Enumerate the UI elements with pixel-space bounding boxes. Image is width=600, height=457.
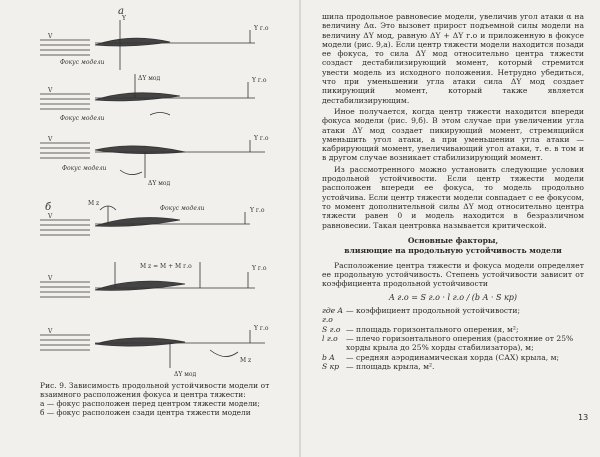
focus-label-2: Фокус модели [60,115,105,122]
ygo-label-6: Y г.о [254,325,269,332]
heading-line-1: Основные факторы, [407,235,499,245]
label-b: б [45,202,52,213]
definition-symbol: где A г.о [322,306,344,325]
heading-line-2: влияющие на продольную устойчивость модели [344,245,562,255]
definition-item [322,353,584,362]
mz-label-2: M z [240,357,252,364]
ygo-label-3: Y г.о [254,135,269,142]
caption-title: Рис. 9. Зависимость продольной устойчивости модели от [40,381,270,390]
paragraph-3: Из рассмотренного можно установить следующие условия продольной устойчивости. Если центр тяжести модели расположен впереди ее фокуса, то модель продольно устойчива. Если центр тяжести модели совпадает с ее фокусом, то момент дополнительной силы ΔY мод относительно центра тяжести равен 0 и модель находится в безразличном равновесии. Такая центровка называется критической. [322,164,584,230]
v-label-1: V [48,33,53,40]
definition-text: — коэффициент продольной устойчивости; [346,306,521,316]
definition-text: — площадь горизонтального оперения, м²; [346,324,519,334]
figure-caption [40,381,292,417]
ymod-label-1: ΔY мод [138,75,161,82]
caption-line-3: а — фокус расположен перед центром тяжести модели; [40,399,260,408]
ygo-label-5: Y г.о [252,265,267,272]
v-label-4: V [48,213,53,220]
paragraph-4: Расположение центра тяжести и фокуса модели определяет ее продольную устойчивость. Степень устойчивости зависит от коэффициента продольной устойчивости [322,260,584,289]
formula: A г.о = S г.о · l г.о / (b A · S кр) [388,292,518,302]
definition-symbol: l г.о [322,333,338,343]
v-label-2: V [48,87,53,94]
v-label-6: V [48,328,53,335]
ygo-label-4: Y г.о [250,207,265,214]
diagram-b1 [40,206,250,235]
mtotal-label: M z = M + M г.о [140,263,192,270]
caption-line-4: б — фокус расположен сзади центра тяжести модели [40,408,251,417]
definitions-list [322,306,584,371]
focus-label-1: Фокус модели [60,59,105,66]
text-column [322,12,584,371]
definition-item [322,334,584,353]
caption-line-2: взаимного расположения фокуса и центра тяжести: [40,390,246,399]
diagram-b3 [40,330,265,368]
y-label-1: Y [122,15,126,22]
paragraph-1: шила продольное равновесие модели, увеличив угол атаки α на величину Δα. Это вызовет прирост подъемной силы модели на величину ΔY мод, равную ΔY + ΔY г.о и приложенную в фокусе модели (рис. 9,а). Если центр тяжести модели находится позади ее фокуса, то сила ΔY мод относительно центра тяжести создаст дестабилизирующий момент, который стремится увести модель из исходного положения. Нетрудно убедиться, что при уменьшении угла атаки сила ΔY мод создает пикирующий момент, который также является дестабилизирующим. [322,12,584,105]
definition-symbol: S г.о [322,324,341,334]
definition-text: — площадь крыла, м². [346,361,435,371]
focus-label-3: Фокус модели [62,165,107,172]
ymod-label-3: ΔY мод [174,371,197,378]
definition-symbol: S кр [322,361,340,371]
diagram-a3 [40,140,265,178]
mz-label-1: M z [88,200,100,207]
page-number: 13 [578,413,589,422]
definition-text: — средняя аэродинамическая хорда (САХ) крыла, м; [346,352,560,362]
v-label-5: V [48,275,53,282]
definition-item [322,306,584,325]
definition-symbol: b A [322,352,335,362]
ygo-label-2: Y г.о [252,77,267,84]
definition-item [322,325,584,334]
paragraph-2: Иное получается, когда центр тяжести находится впереди фокуса модели (рис. 9,б). В этом случае при увеличении угла атаки ΔY мод создает пикирующий момент, стремящийся уменьшить угол атаки, а при уменьшении угла атаки — кабрирующий момент, увеличивающий угол атаки, т. е. в том и в другом случае возникает стабилизирующий момент. [322,106,584,163]
ymod-label-2: ΔY мод [148,180,171,187]
definition-text: — плечо горизонтального оперения (расстояние от 25% хорды крыла до 25% хорды стабилизатора), м; [346,333,574,353]
definition-item [322,362,584,371]
section-heading [322,236,584,256]
focus-label-4: Фокус модели [160,205,205,212]
label-a: a [118,6,124,17]
ygo-label-1: Y г.о [254,25,269,32]
v-label-3: V [48,136,53,143]
